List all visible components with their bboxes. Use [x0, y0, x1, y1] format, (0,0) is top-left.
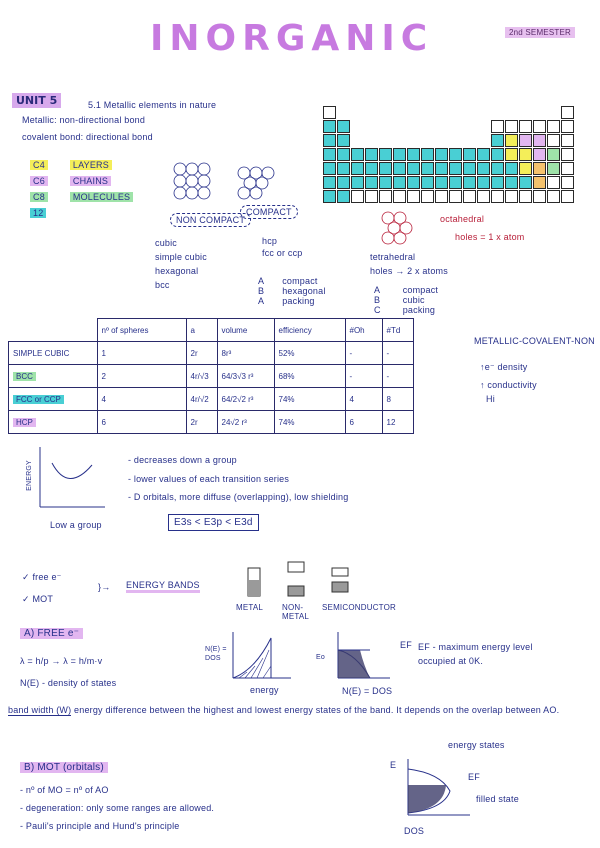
abc-hexagonal — [258, 276, 326, 306]
periodic-cell — [351, 162, 364, 175]
periodic-cell — [421, 162, 434, 175]
legend-code: C6 — [30, 176, 48, 186]
periodic-cell — [351, 176, 364, 189]
mot-heading: B) MOT (orbitals) — [20, 762, 108, 773]
periodic-cell — [519, 190, 532, 203]
periodic-cell — [519, 134, 532, 147]
periodic-cell — [491, 162, 504, 175]
row-label-text: FCC or CCP — [13, 395, 64, 404]
periodic-cell — [379, 176, 392, 189]
periodic-cell — [323, 120, 336, 133]
legend-code: 12 — [30, 208, 46, 218]
periodic-cell — [365, 162, 378, 175]
filled-state-label: filled state — [476, 794, 519, 804]
density-note: ↑e⁻ density — [480, 362, 528, 372]
periodic-cell — [435, 176, 448, 189]
table-cell: 6 — [345, 411, 382, 434]
table-header: #Td — [382, 319, 413, 342]
periodic-cell — [393, 148, 406, 161]
layer-letter: B — [374, 295, 381, 305]
periodic-cell — [393, 176, 406, 189]
periodic-cell — [407, 162, 420, 175]
table-cell: 1 — [97, 342, 186, 365]
table-cell: 12 — [382, 411, 413, 434]
table-row — [9, 388, 414, 411]
octahedral-label: octahedral — [440, 214, 485, 224]
table-cell: 52% — [274, 342, 345, 365]
periodic-cell — [519, 176, 532, 189]
periodic-cell — [323, 162, 336, 175]
periodic-cell — [561, 120, 574, 133]
tetrahedral-label: tetrahedral — [370, 252, 416, 262]
table-header: volume — [217, 319, 274, 342]
periodic-cell — [561, 190, 574, 203]
table-header: #Oh — [345, 319, 382, 342]
periodic-cell — [561, 176, 574, 189]
layer-letter: A — [258, 296, 265, 306]
tetrahedral-note: holes → 2 x atoms — [370, 266, 448, 276]
periodic-cell — [505, 120, 518, 133]
packing-desc: packing — [282, 296, 315, 306]
table-cell: - — [345, 365, 382, 388]
periodic-cell — [449, 148, 462, 161]
page-title: INORGANIC — [150, 18, 434, 59]
mot-ef-label: EF — [468, 772, 480, 782]
row-label: SIMPLE CUBIC — [9, 342, 98, 365]
periodic-cell — [365, 190, 378, 203]
table-header: efficiency — [274, 319, 345, 342]
packing-table — [8, 318, 414, 434]
table-header: a — [186, 319, 217, 342]
periodic-cell — [435, 162, 448, 175]
periodic-cell — [337, 134, 350, 147]
periodic-cell — [323, 190, 336, 203]
periodic-cell — [561, 106, 574, 119]
semiconductor-label: SEMICONDUCTOR — [322, 603, 397, 612]
trend-note: - lower values of each transition series — [128, 474, 290, 484]
periodic-cell — [323, 176, 336, 189]
periodic-cell — [505, 162, 518, 175]
mot-point: - Pauli's principle and Hund's principle — [20, 821, 180, 831]
legend — [30, 160, 133, 218]
compact-list — [262, 236, 303, 258]
band-diagrams — [240, 560, 370, 605]
dos-axis-label: N(E) = DOS — [342, 686, 393, 696]
layer-letter: A — [374, 285, 381, 295]
periodic-cell — [477, 190, 490, 203]
table-cell: 8 — [382, 388, 413, 411]
list-item: bcc — [155, 280, 170, 290]
free-electron-check: ✓ free e⁻ — [22, 572, 62, 582]
row-label-text: BCC — [13, 372, 36, 381]
list-item: cubic — [155, 238, 178, 248]
periodic-cell — [379, 190, 392, 203]
row-label — [9, 388, 98, 411]
periodic-cell — [407, 176, 420, 189]
periodic-cell — [533, 176, 546, 189]
list-item: simple cubic — [155, 252, 207, 262]
periodic-cell — [505, 176, 518, 189]
periodic-cell — [449, 190, 462, 203]
periodic-cell — [435, 148, 448, 161]
table-cell: 4 — [345, 388, 382, 411]
energy-axis-label: energy — [250, 685, 279, 695]
non-compact-list — [155, 238, 207, 290]
table-cell: 4r/√3 — [186, 365, 217, 388]
bond-metallic: Metallic: non-directional bond — [22, 115, 146, 125]
periodic-cell — [547, 162, 560, 175]
mot-check: ✓ MOT — [22, 594, 54, 604]
graph-xlabel: Low a group — [50, 520, 102, 530]
periodic-cell — [365, 176, 378, 189]
periodic-cell — [435, 190, 448, 203]
trend-note: - D orbitals, more diffuse (overlapping), low shielding — [128, 492, 349, 502]
row-label-text: HCP — [13, 418, 36, 427]
hi-note: Hi — [486, 394, 495, 404]
metallic-covalent-note: METALLIC-COVALENT-NON — [474, 336, 595, 346]
table-cell: 4r/√2 — [186, 388, 217, 411]
mot-point: - degeneration: only some ranges are allowed. — [20, 803, 215, 813]
packing-desc: compact — [282, 276, 318, 286]
periodic-cell — [449, 162, 462, 175]
list-item: hexagonal — [155, 266, 199, 276]
periodic-cell — [421, 190, 434, 203]
periodic-cell — [337, 162, 350, 175]
packing-desc: hexagonal — [282, 286, 326, 296]
periodic-cell — [379, 162, 392, 175]
periodic-cell — [463, 148, 476, 161]
legend-code: C4 — [30, 160, 48, 170]
periodic-cell — [547, 148, 560, 161]
periodic-cell — [407, 190, 420, 203]
periodic-cell — [533, 162, 546, 175]
periodic-cell — [533, 134, 546, 147]
table-cell: - — [382, 365, 413, 388]
packing-desc: compact — [402, 285, 439, 295]
table-row — [9, 342, 414, 365]
band-width-note — [8, 703, 568, 717]
row-label — [9, 365, 98, 388]
periodic-cell — [337, 148, 350, 161]
periodic-cell — [533, 148, 546, 161]
periodic-cell — [477, 148, 490, 161]
compact-label: COMPACT — [240, 205, 298, 219]
non-compact-label: NON COMPACT — [170, 213, 251, 227]
periodic-cell — [477, 176, 490, 189]
periodic-cell — [477, 162, 490, 175]
table-row — [9, 365, 414, 388]
periodic-cell — [533, 190, 546, 203]
ef-definition: EF - maximum energy level occupied at 0K. — [418, 642, 533, 666]
table-cell: 6 — [97, 411, 186, 434]
periodic-cell — [491, 120, 504, 133]
energy-bands-label: ENERGY BANDS — [126, 580, 200, 593]
periodic-cell — [337, 176, 350, 189]
unit-topic: 5.1 Metallic elements in nature — [88, 100, 217, 110]
periodic-cell — [561, 148, 574, 161]
legend-text: LAYERS — [70, 160, 112, 170]
list-item: hcp — [262, 236, 278, 246]
energy-states-label: energy states — [448, 740, 505, 750]
mot-dos-label: DOS — [404, 826, 425, 836]
periodic-cell — [505, 148, 518, 161]
band-width-term: band width (W) — [8, 705, 72, 715]
table-cell: - — [345, 342, 382, 365]
periodic-cell — [449, 176, 462, 189]
periodic-cell — [561, 162, 574, 175]
debroglie-eq: λ = h/p → λ = h/m·v — [20, 656, 103, 666]
table-cell: 64/2√2 r³ — [217, 388, 274, 411]
legend-text: MOLECULES — [70, 192, 133, 202]
legend-text: CHAINS — [70, 176, 111, 186]
non-metal-label: NON-METAL — [282, 603, 310, 621]
metal-label: METAL — [236, 603, 264, 612]
periodic-cell — [519, 162, 532, 175]
periodic-cell — [533, 120, 546, 133]
octahedral-note: holes = 1 x atom — [455, 232, 525, 242]
table-cell: 68% — [274, 365, 345, 388]
row-label — [9, 411, 98, 434]
periodic-cell — [393, 162, 406, 175]
periodic-cell — [407, 148, 420, 161]
periodic-cell — [561, 134, 574, 147]
layer-letter: C — [374, 305, 381, 315]
periodic-cell — [519, 120, 532, 133]
periodic-cell — [365, 148, 378, 161]
periodic-cell — [323, 148, 336, 161]
band-width-text: energy difference between the highest and lowest energy states of the band. It depends on the overlap between AO. — [74, 705, 560, 715]
periodic-cell — [547, 190, 560, 203]
layer-letter: B — [258, 286, 265, 296]
periodic-cell — [379, 148, 392, 161]
energy-graph — [30, 445, 110, 520]
periodic-cell — [351, 190, 364, 203]
table-row — [9, 411, 414, 434]
abc-cubic — [374, 285, 438, 315]
table-cell: 8r³ — [217, 342, 274, 365]
layer-letter: A — [258, 276, 265, 286]
periodic-cell — [505, 190, 518, 203]
table-header-row — [9, 319, 414, 342]
periodic-cell — [519, 148, 532, 161]
periodic-cell — [547, 176, 560, 189]
periodic-cell — [337, 120, 350, 133]
tetrahedral-holes-drawing — [378, 208, 428, 248]
periodic-cell — [491, 148, 504, 161]
periodic-cell — [337, 190, 350, 203]
trend-note: - decreases down a group — [128, 455, 237, 465]
table-cell: 2r — [186, 342, 217, 365]
periodic-cell — [491, 176, 504, 189]
graph-ylabel: ENERGY — [25, 460, 33, 491]
ef-label: EF — [400, 640, 412, 650]
ne-axis-label: N(E) = DOS — [205, 646, 227, 662]
semester-badge: 2nd SEMESTER — [505, 27, 575, 38]
periodic-cell — [505, 134, 518, 147]
table-cell: 64/3√3 r³ — [217, 365, 274, 388]
periodic-cell — [421, 176, 434, 189]
mot-point: - nº of MO = nº of AO — [20, 785, 109, 795]
table-cell: 74% — [274, 411, 345, 434]
free-e-heading: A) FREE e⁻ — [20, 628, 83, 639]
ne-label-2: Eo — [316, 654, 325, 661]
periodic-cell — [491, 190, 504, 203]
periodic-cell — [463, 176, 476, 189]
legend-code: C8 — [30, 192, 48, 202]
periodic-cell — [463, 162, 476, 175]
bracket-arrow: }→ — [98, 582, 111, 592]
periodic-cell — [323, 134, 336, 147]
mot-dos-diagram — [400, 755, 480, 825]
periodic-cell — [351, 148, 364, 161]
unit-label: UNIT 5 — [12, 93, 61, 108]
periodic-cell — [491, 134, 504, 147]
table-cell: 2r — [186, 411, 217, 434]
dos-graph-1 — [225, 630, 295, 685]
packing-desc: packing — [402, 305, 436, 315]
periodic-cell — [323, 106, 336, 119]
table-header: nº of spheres — [97, 319, 186, 342]
mot-e-axis: E — [390, 760, 397, 770]
periodic-cell — [463, 190, 476, 203]
conductivity-note: ↑ conductivity — [480, 380, 537, 390]
packing-desc: cubic — [402, 295, 425, 305]
table-cell: 2 — [97, 365, 186, 388]
table-cell — [9, 319, 98, 342]
table-cell: 74% — [274, 388, 345, 411]
periodic-cell — [393, 190, 406, 203]
periodic-cell — [547, 120, 560, 133]
table-cell: - — [382, 342, 413, 365]
energy-order: E3s < E3p < E3d — [168, 514, 259, 531]
bond-covalent: covalent bond: directional bond — [22, 132, 153, 142]
table-cell: 4 — [97, 388, 186, 411]
dos-definition: N(E) - density of states — [20, 678, 117, 688]
periodic-cell — [421, 148, 434, 161]
table-cell: 24√2 r³ — [217, 411, 274, 434]
dos-graph-2 — [330, 630, 400, 685]
periodic-cell — [547, 134, 560, 147]
list-item: fcc or ccp — [262, 248, 303, 258]
